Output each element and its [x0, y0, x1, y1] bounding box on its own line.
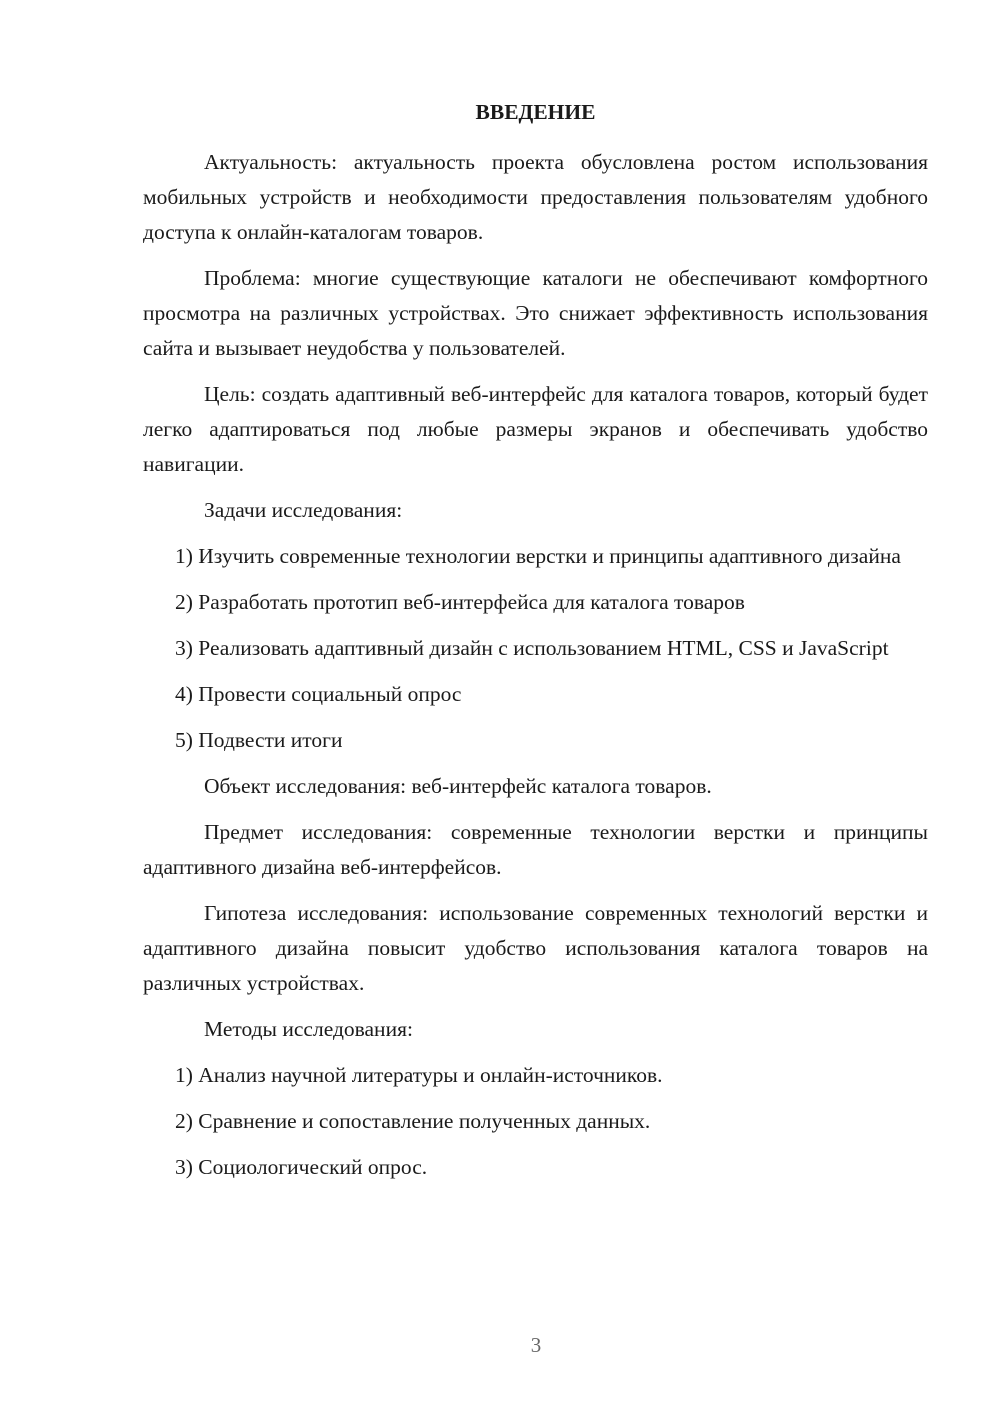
- paragraph-tasks-heading: Задачи исследования:: [204, 498, 403, 522]
- paragraph-goal: Цель: создать адаптивный веб-интерфейс для каталога товаров, который будет легко адаптироваться под любые размеры экранов и обеспечивать удобство навигации.: [143, 382, 928, 476]
- list-item-task-2: 2) Разработать прототип веб-интерфейса для каталога товаров: [175, 590, 745, 614]
- list-item-method-2: 2) Сравнение и сопоставление полученных данных.: [175, 1109, 651, 1133]
- list-item-method-3: 3) Социологический опрос.: [175, 1155, 428, 1179]
- paragraph-relevance: Актуальность: актуальность проекта обусловлена ростом использования мобильных устройств и необходимости предоставления пользователям удобного доступа к онлайн-каталогам товаров.: [143, 150, 928, 244]
- paragraph-methods-heading: Методы исследования:: [204, 1017, 413, 1041]
- section-heading: ВВЕДЕНИЕ: [475, 100, 596, 124]
- list-item-task-5: 5) Подвести итоги: [175, 728, 343, 752]
- paragraph-subject: Предмет исследования: современные технологии верстки и принципы адаптивного дизайна веб-интерфейсов.: [143, 820, 928, 879]
- list-item-task-4: 4) Провести социальный опрос: [175, 682, 462, 706]
- paragraph-problem: Проблема: многие существующие каталоги не обеспечивают комфортного просмотра на различных устройствах. Это снижает эффективность использования сайта и вызывает неудобства у пользователей.: [143, 266, 928, 360]
- list-item-method-1: 1) Анализ научной литературы и онлайн-источников.: [175, 1063, 663, 1087]
- list-item-task-3: 3) Реализовать адаптивный дизайн с использованием HTML, CSS и JavaScript: [175, 636, 889, 660]
- page-number: 3: [530, 1333, 542, 1357]
- document-page: [143, 96, 928, 1196]
- paragraph-hypothesis: Гипотеза исследования: использование современных технологий верстки и адаптивного дизайна повысит удобство использования каталога товаров на различных устройствах.: [143, 901, 928, 995]
- paragraph-object: Объект исследования: веб-интерфейс каталога товаров.: [204, 774, 712, 798]
- list-item-task-1: 1) Изучить современные технологии верстки и принципы адаптивного дизайна: [175, 544, 901, 568]
